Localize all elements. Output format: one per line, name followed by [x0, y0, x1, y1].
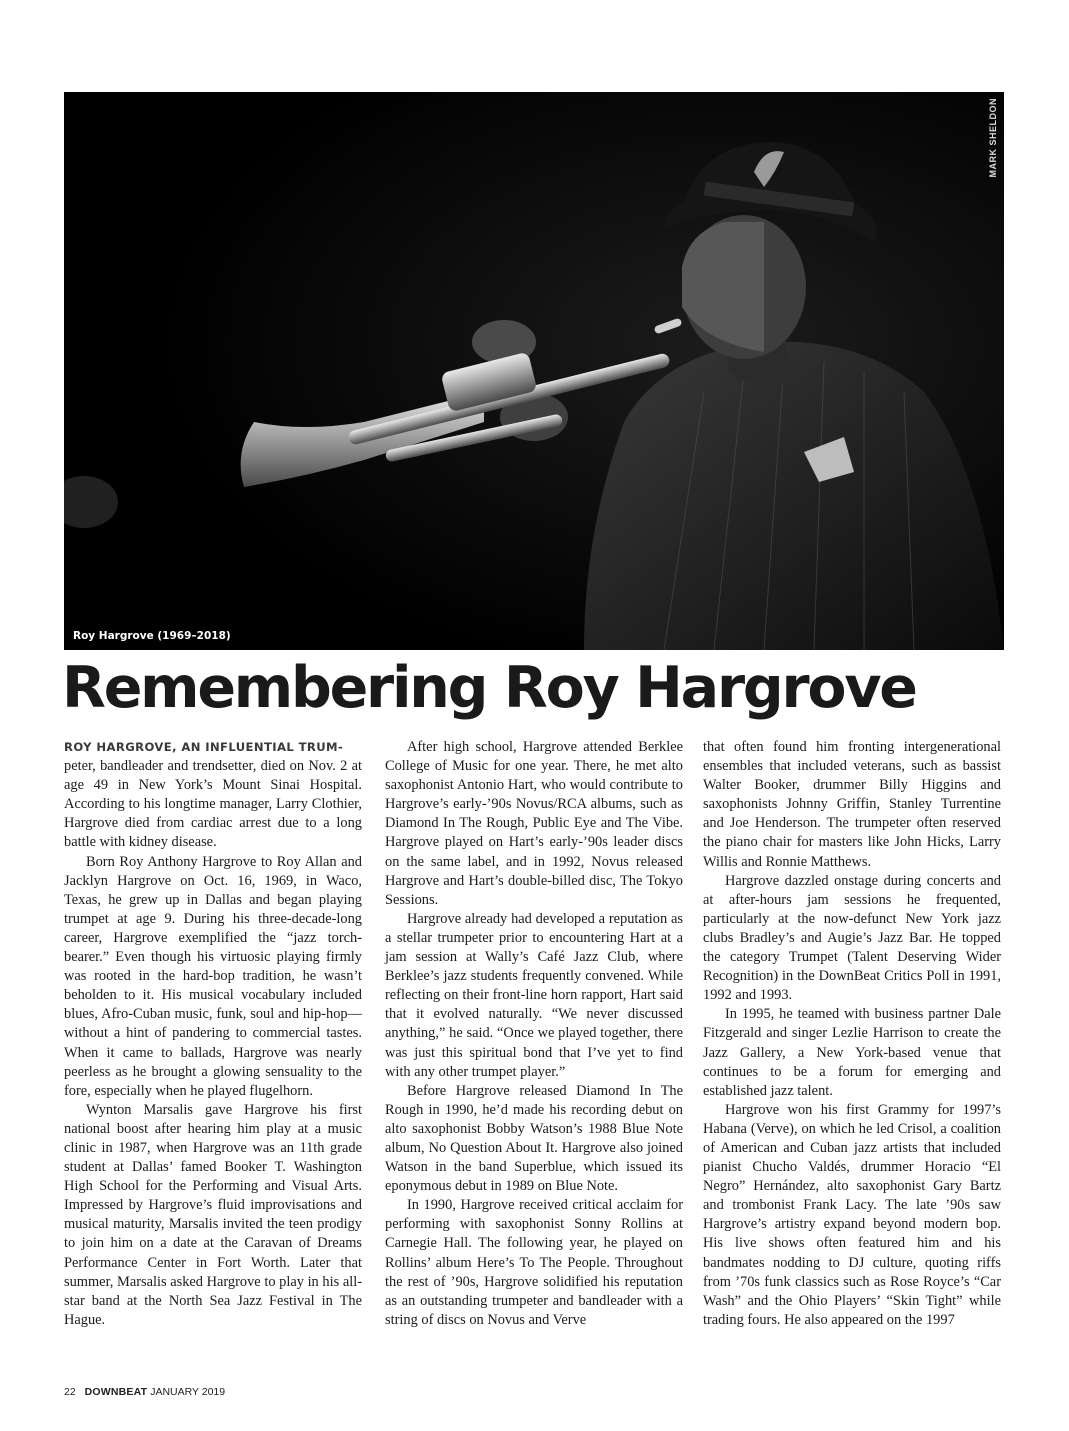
page-number: 22: [64, 1386, 76, 1398]
article-column-2: [385, 738, 683, 1330]
paragraph-text: peter, bandleader and trendsetter, died on Nov. 2 at age 49 in New York’s Mount Sinai Hospital. According to his longtime manager, Larry Clothier, Hargrove died from cardiac arrest due to a long battle with kidney disease.: [64, 758, 362, 851]
article-paragraph: [64, 738, 362, 853]
article-paragraph: Before Hargrove released Diamond In The Rough in 1990, he’d made his recording debut on alto saxophonist Bobby Watson’s 1988 Blue Note album, No Question About It. Hargrove also joined Watson in the band Superblue, which issued its eponymous debut in 1989 on Blue Note.: [385, 1082, 683, 1195]
article-paragraph: After high school, Hargrove attended Berklee College of Music for one year. There, he met alto saxophonist Antonio Hart, who would contribute to Hargrove’s early-’90s Novus/RCA albums, such as Diamond In The Rough, Public Eye and The Vibe. Hargrove played on Hart’s early-’90s leader discs on the same label, and in 1992, Novus released Hargrove and Hart’s double-billed disc, The Tokyo Sessions.: [385, 739, 683, 908]
trumpet-player-illustration: [64, 92, 1004, 650]
photo-credit: MARK SHELDON: [988, 98, 998, 178]
article-paragraph: that often found him fronting intergenerational ensembles that included veterans, such as bassist Walter Booker, drummer Billy Higgins and saxophonists Johnny Griffin, Stanley Turrentine and Joe Henderson. The trumpeter often reserved the piano chair for masters like John Hicks, Larry Willis and Ronnie Matthews.: [703, 739, 1001, 870]
article-paragraph: Born Roy Anthony Hargrove to Roy Allan and Jacklyn Hargrove on Oct. 16, 1969, in Waco, Texas, he grew up in Dallas and began playing trumpet at age 9. During his three-decade-long career, Hargrove exemplified the “jazz torch-bearer.” Even though his virtuosic playing firmly was rooted in the hard-bop tradition, he wasn’t beholden to it. His musical vocabulary included blues, Afro-Cuban music, funk, soul and hip-hop—without a hint of pandering to commercial tastes. When it came to ballads, Hargrove was nearly peerless as he brought a glowing sensuality to the fore, especially when he played flugelhorn.: [64, 853, 362, 1099]
article-paragraph: In 1995, he teamed with business partner Dale Fitzgerald and singer Lezlie Harrison to create the Jazz Gallery, a New York-based venue that continues to be a forum for emerging and established jazz talent.: [703, 1006, 1001, 1099]
article-column-3: [703, 738, 1001, 1330]
article-photo: [64, 92, 1004, 650]
article-paragraph: Hargrove dazzled onstage during concerts and at after-hours jam sessions he frequented, particularly at the now-defunct New York jazz clubs Bradley’s and Augie’s Jazz Bar. He topped the category Trumpet (Talent Deserving Wider Recognition) in the DownBeat Critics Poll in 1991, 1992 and 1993.: [703, 872, 1001, 1004]
page-footer: [64, 1386, 225, 1398]
issue-date: JANUARY 2019: [150, 1386, 226, 1398]
photo-caption: Roy Hargrove (1969–2018): [73, 630, 231, 642]
article-column-1: [64, 738, 362, 1330]
lead-in: ROY HARGROVE, AN INFLUENTIAL TRUM-: [64, 740, 344, 754]
headline: Remembering Roy Hargrove: [62, 655, 916, 721]
article-paragraph: Hargrove won his first Grammy for 1997’s Habana (Verve), on which he led Crisol, a coalition of American and Cuban jazz artists that included pianist Chucho Valdés, drummer Horacio “El Negro” Hernández, alto saxophonist Gary Bartz and trombonist Frank Lacy. The late ’90s saw Hargrove’s artistry expand beyond modern bop. His live shows often featured him and his bandmates nodding to DJ culture, quoting riffs from ’70s funk classics such as Rose Royce’s “Car Wash” and the Ohio Players’ “Skin Tight” while trading fours. He also appeared on the 1997: [703, 1101, 1001, 1328]
article-paragraph: Hargrove already had developed a reputation as a stellar trumpeter prior to encountering Hart at a jam session at Wally’s Café Jazz Club, where Berklee’s jazz students frequently convened. While reflecting on their front-line horn rapport, Hart said that it evolved naturally. “We never discussed anything,” he said. “Once we played together, there was just this spiritual bond that I’ve yet to find with any other trumpet player.”: [385, 910, 683, 1080]
article-paragraph: In 1990, Hargrove received critical acclaim for performing with saxophonist Sonny Rollins at Carnegie Hall. The following year, he played on Rollins’ album Here’s To The People. Throughout the rest of ’90s, Hargrove solidified his reputation as an outstanding trumpeter and bandleader with a string of discs on Novus and Verve: [385, 1197, 683, 1328]
article-paragraph: Wynton Marsalis gave Hargrove his first national boost after hearing him play at a music clinic in 1987, when Hargrove was an 11th grade student at Dallas’ famed Booker T. Washington High School for the Performing and Visual Arts. Impressed by Hargrove’s fluid improvisations and musical maturity, Marsalis invited the teen prodigy to join him on a date at the Caravan of Dreams Performance Center in Fort Worth. Later that summer, Marsalis asked Hargrove to play in his all-star band at the North Sea Jazz Festival in The Hague.: [64, 1101, 362, 1328]
magazine-name: DOWNBEAT: [84, 1386, 148, 1398]
